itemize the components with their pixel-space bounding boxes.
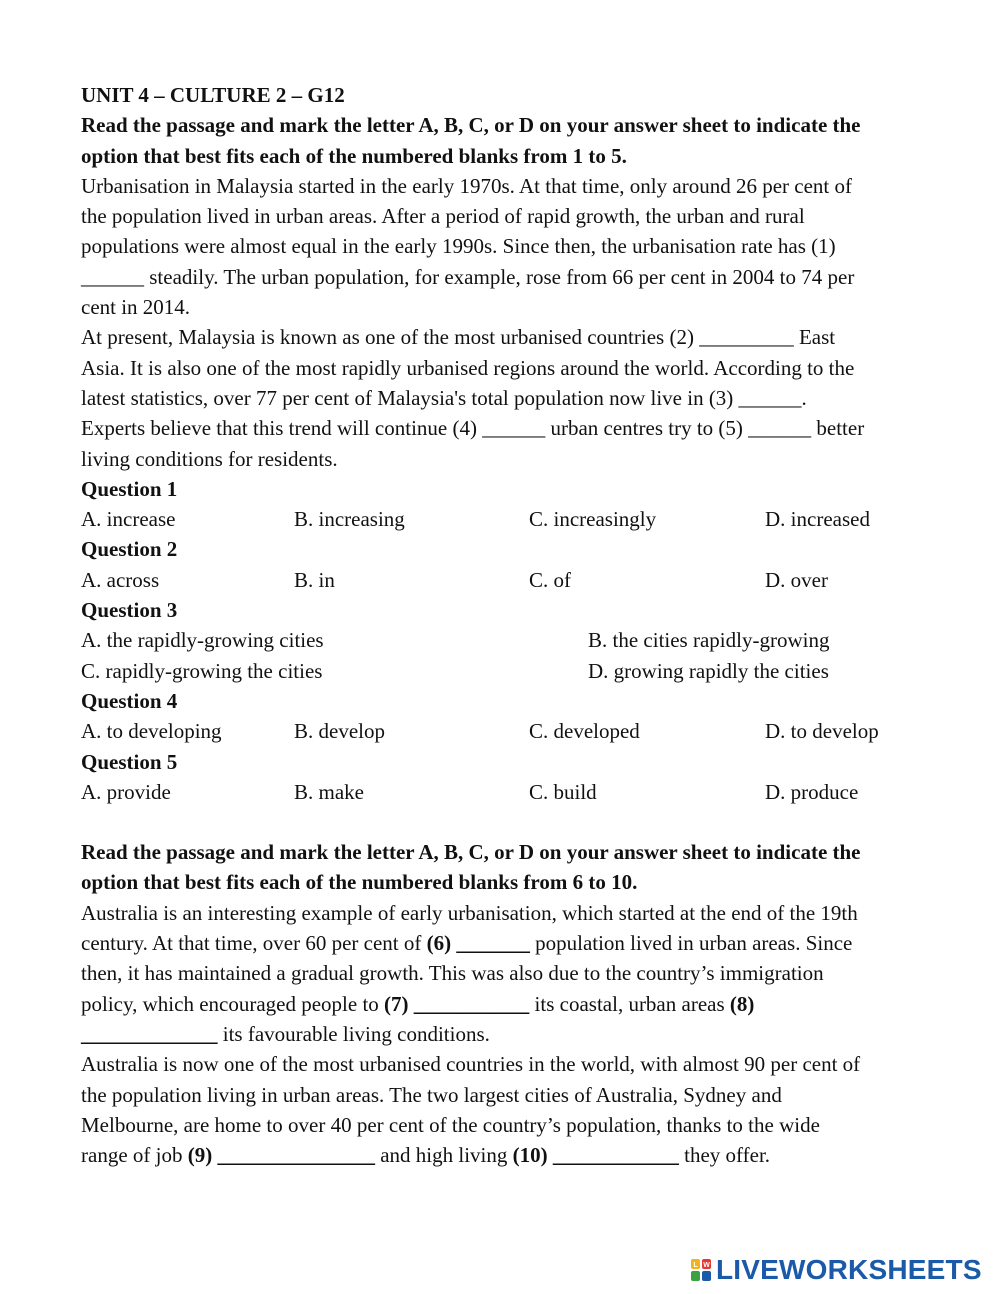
blank-number-6: (6) bbox=[426, 931, 452, 956]
passage-line: At present, Malaysia is known as one of the most urbanised countries (2) _________ East bbox=[81, 325, 836, 350]
option-d[interactable]: D. growing rapidly the cities bbox=[588, 658, 829, 683]
passage-line: cent in 2014. bbox=[81, 295, 191, 320]
blank-6[interactable]: _______ bbox=[456, 931, 530, 956]
question-options bbox=[81, 777, 941, 807]
passage-line bbox=[81, 1140, 941, 1170]
option-d[interactable]: D. over bbox=[765, 567, 828, 592]
blank-number-10: (10) bbox=[512, 1143, 548, 1168]
text-segment: population lived in urban areas. Since bbox=[529, 931, 853, 956]
section-gap bbox=[81, 807, 941, 837]
svg-text:W: W bbox=[703, 1262, 710, 1269]
brand-name: LIVEWORKSHEETS bbox=[716, 1254, 982, 1285]
passage-line: the population living in urban areas. The two largest cities of Australia, Sydney and bbox=[81, 1082, 782, 1107]
option-b[interactable]: B. the cities rapidly-growing bbox=[588, 628, 830, 653]
passage-line: latest statistics, over 77 per cent of Malaysia's total population now live in (3) ______. bbox=[81, 385, 807, 410]
option-b[interactable]: B. in bbox=[294, 567, 335, 592]
option-c[interactable]: C. increasingly bbox=[529, 507, 657, 532]
question-title: Question 2 bbox=[81, 537, 178, 562]
blank-9[interactable]: _______________ bbox=[217, 1143, 375, 1168]
question-title: Question 3 bbox=[81, 598, 178, 623]
option-b[interactable]: B. increasing bbox=[294, 507, 405, 532]
unit-title: UNIT 4 – CULTURE 2 – G12 bbox=[81, 83, 345, 107]
text-segment: its coastal, urban areas bbox=[529, 991, 730, 1016]
option-d[interactable]: D. produce bbox=[765, 779, 859, 804]
passage-line: Melbourne, are home to over 40 per cent of the country’s population, thanks to the wide bbox=[81, 1112, 820, 1137]
svg-text:L: L bbox=[693, 1262, 698, 1269]
instructions-line: Read the passage and mark the letter A, B, C, or D on your answer sheet to indicate the bbox=[81, 113, 861, 138]
question-title: Question 1 bbox=[81, 476, 178, 501]
blank-number-8: (8) bbox=[729, 991, 755, 1016]
passage-line: then, it has maintained a gradual growth. This was also due to the country’s immigration bbox=[81, 961, 824, 986]
option-a[interactable]: A. across bbox=[81, 567, 160, 592]
worksheet-page bbox=[81, 80, 941, 1170]
passage-line: populations were almost equal in the early 1990s. Since then, the urbanisation rate has (1) bbox=[81, 234, 836, 259]
option-c[interactable]: C. build bbox=[529, 779, 597, 804]
instructions-line: option that best fits each of the numbered blanks from 1 to 5. bbox=[81, 143, 627, 168]
passage-line: Experts believe that this trend will continue (4) ______ urban centres try to (5) ______ better bbox=[81, 416, 865, 441]
question-options bbox=[81, 504, 941, 534]
passage-line: living conditions for residents. bbox=[81, 446, 338, 471]
passage-line bbox=[81, 989, 941, 1019]
question-options bbox=[81, 625, 941, 655]
question-title: Question 4 bbox=[81, 688, 178, 713]
blank-number-7: (7) bbox=[384, 991, 409, 1016]
blank-number-9: (9) bbox=[187, 1143, 213, 1168]
passage-line: Australia is now one of the most urbanised countries in the world, with almost 90 per cent of bbox=[81, 1052, 861, 1077]
option-c[interactable]: C. developed bbox=[529, 719, 640, 744]
passage-line bbox=[81, 1019, 941, 1049]
option-a[interactable]: A. to developing bbox=[81, 719, 222, 744]
passage-line bbox=[81, 928, 941, 958]
passage-line: Urbanisation in Malaysia started in the early 1970s. At that time, only around 26 per cent of bbox=[81, 173, 852, 198]
text-segment: century. At that time, over 60 per cent of bbox=[81, 931, 427, 956]
question-options bbox=[81, 716, 941, 746]
passage-line: Australia is an interesting example of early urbanisation, which started at the end of the 19th bbox=[81, 900, 858, 925]
option-c[interactable]: C. rapidly-growing the cities bbox=[81, 658, 323, 683]
blank-7[interactable]: ___________ bbox=[413, 991, 530, 1016]
text-segment: they offer. bbox=[678, 1143, 771, 1168]
passage-line: the population lived in urban areas. After a period of rapid growth, the urban and rural bbox=[81, 204, 805, 229]
text-segment: range of job bbox=[81, 1143, 188, 1168]
question-options bbox=[81, 565, 941, 595]
blank-8[interactable]: _____________ bbox=[81, 1021, 218, 1046]
instructions-line: Read the passage and mark the letter A, B, C, or D on your answer sheet to indicate the bbox=[81, 840, 861, 865]
instructions-line: option that best fits each of the numbered blanks from 6 to 10. bbox=[81, 870, 638, 895]
option-b[interactable]: B. make bbox=[294, 779, 364, 804]
option-a[interactable]: A. provide bbox=[81, 779, 171, 804]
text-segment: its favourable living conditions. bbox=[217, 1021, 490, 1046]
option-a[interactable]: A. the rapidly-growing cities bbox=[81, 628, 324, 653]
passage-line: ______ steadily. The urban population, for example, rose from 66 per cent in 2004 to 74 per bbox=[81, 264, 855, 289]
liveworksheets-logo-icon bbox=[690, 1258, 712, 1282]
option-c[interactable]: C. of bbox=[529, 567, 571, 592]
option-d[interactable]: D. increased bbox=[765, 507, 870, 532]
text-segment: policy, which encouraged people to bbox=[81, 991, 385, 1016]
option-d[interactable]: D. to develop bbox=[765, 719, 879, 744]
liveworksheets-brand bbox=[690, 1255, 982, 1285]
question-title: Question 5 bbox=[81, 749, 178, 774]
text-segment: and high living bbox=[374, 1143, 513, 1168]
passage-line: Asia. It is also one of the most rapidly urbanised regions around the world. According to the bbox=[81, 355, 855, 380]
blank-10[interactable]: ____________ bbox=[552, 1143, 679, 1168]
question-options bbox=[81, 656, 941, 686]
option-b[interactable]: B. develop bbox=[294, 719, 385, 744]
option-a[interactable]: A. increase bbox=[81, 507, 176, 532]
